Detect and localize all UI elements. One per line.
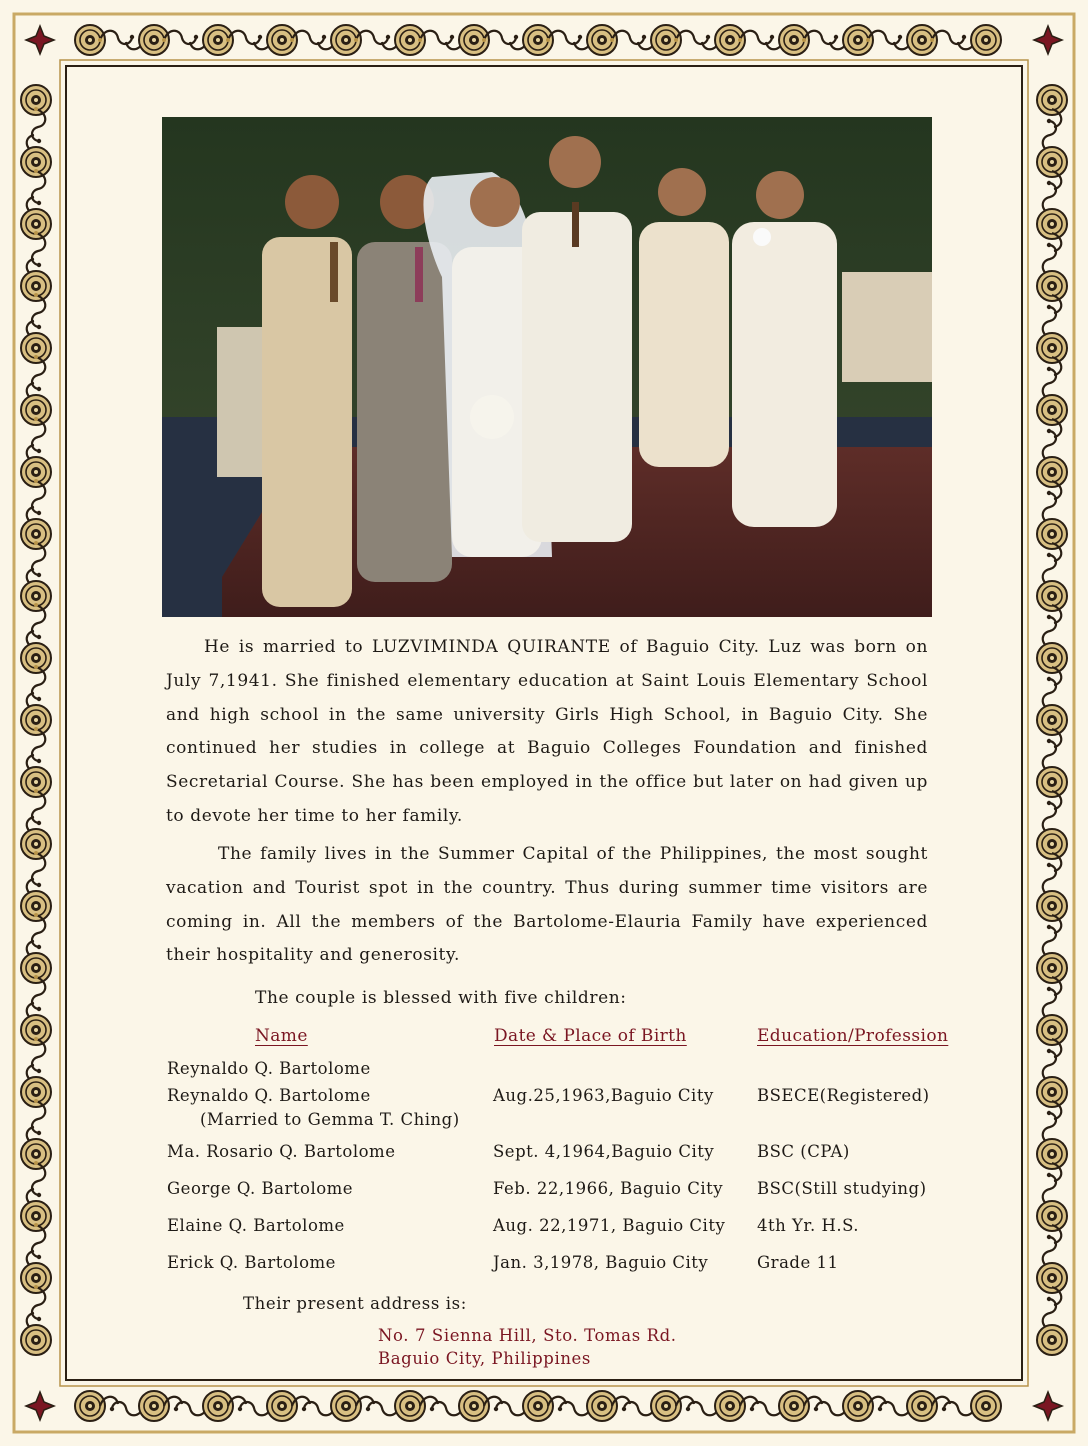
border-rosette (1037, 581, 1067, 611)
stray-name-line: Reynaldo Q. Bartolome (167, 1059, 371, 1078)
border-rosette (21, 1325, 51, 1355)
border-rosette (1037, 333, 1067, 363)
header-name: Name (255, 1026, 308, 1046)
corner-star (26, 26, 54, 54)
child-education: Grade 11 (757, 1253, 839, 1272)
child-education: BSECE(Registered) (757, 1086, 930, 1105)
child-education: 4th Yr. H.S. (757, 1216, 860, 1235)
child-education: BSC(Still studying) (757, 1179, 927, 1198)
border-rosette (1037, 891, 1067, 921)
paragraph-spouse (166, 631, 928, 834)
corner-star (26, 1392, 54, 1420)
child-birth: Sept. 4,1964,Baguio City (493, 1142, 715, 1161)
border-rosette (1037, 395, 1067, 425)
corner-star (1034, 26, 1062, 54)
border-rosette (1037, 147, 1067, 177)
border-rosette (1037, 457, 1067, 487)
border-rosette (1037, 1015, 1067, 1045)
border-rosette (971, 1391, 1001, 1421)
child-name: Elaine Q. Bartolome (167, 1216, 345, 1235)
child-note: (Married to Gemma T. Ching) (200, 1110, 460, 1129)
address-line-2: Baguio City, Philippines (378, 1349, 591, 1368)
border-rosette (1037, 1077, 1067, 1107)
child-name: Erick Q. Bartolome (167, 1253, 336, 1272)
border-rosette (1037, 1139, 1067, 1169)
corner-star (1034, 1392, 1062, 1420)
border-rosette (1037, 1263, 1067, 1293)
paragraph-family (166, 838, 928, 973)
header-education: Education/Profession (757, 1026, 949, 1046)
border-rosette (1037, 85, 1067, 115)
border-rosette (1037, 643, 1067, 673)
paragraph-family-text: The family lives in the Summer Capital of the Philippines, the most sought vacation and Tourist spot in the country. Thus during summer time visitors are coming in. All the members of the Bartolome-Elauria Family have experienced their hospitality and generosity. (166, 844, 928, 966)
address-line-1: No. 7 Sienna Hill, Sto. Tomas Rd. (378, 1326, 677, 1345)
wedding-group-photograph (162, 117, 932, 617)
child-birth: Jan. 3,1978, Baguio City (493, 1253, 709, 1272)
child-name: George Q. Bartolome (167, 1179, 354, 1198)
children-intro: The couple is blessed with five children: (255, 988, 627, 1008)
child-birth: Aug.25,1963,Baguio City (493, 1086, 714, 1105)
border-rosette (1037, 519, 1067, 549)
border-rosette (1037, 271, 1067, 301)
paragraph-spouse-text: He is married to LUZVIMINDA QUIRANTE of Baguio City. Luz was born on July 7,1941. She finished elementary education at Saint Louis Elementary School and high school in the same university Girls High School, in Baguio City. She continued her studies in college at Baguio Colleges Foundation and finished Secretarial Course. She has been employed in the office but later on had given up to devote her time to her family. (166, 637, 928, 826)
address-label: Their present address is: (243, 1294, 467, 1313)
child-name: Ma. Rosario Q. Bartolome (167, 1142, 396, 1161)
border-rosette (1037, 953, 1067, 983)
wedding-photo (162, 117, 932, 617)
border-rosette (971, 25, 1001, 55)
border-rosette (1037, 829, 1067, 859)
child-education: BSC (CPA) (757, 1142, 850, 1161)
border-rosette (1037, 705, 1067, 735)
border-rosette (1037, 767, 1067, 797)
header-birth: Date & Place of Birth (494, 1026, 687, 1046)
child-birth: Feb. 22,1966, Baguio City (493, 1179, 724, 1198)
child-name: Reynaldo Q. Bartolome (167, 1086, 371, 1105)
border-rosette (1037, 1201, 1067, 1231)
child-birth: Aug. 22,1971, Baguio City (493, 1216, 726, 1235)
border-rosette (1037, 1325, 1067, 1355)
border-rosette (1037, 209, 1067, 239)
